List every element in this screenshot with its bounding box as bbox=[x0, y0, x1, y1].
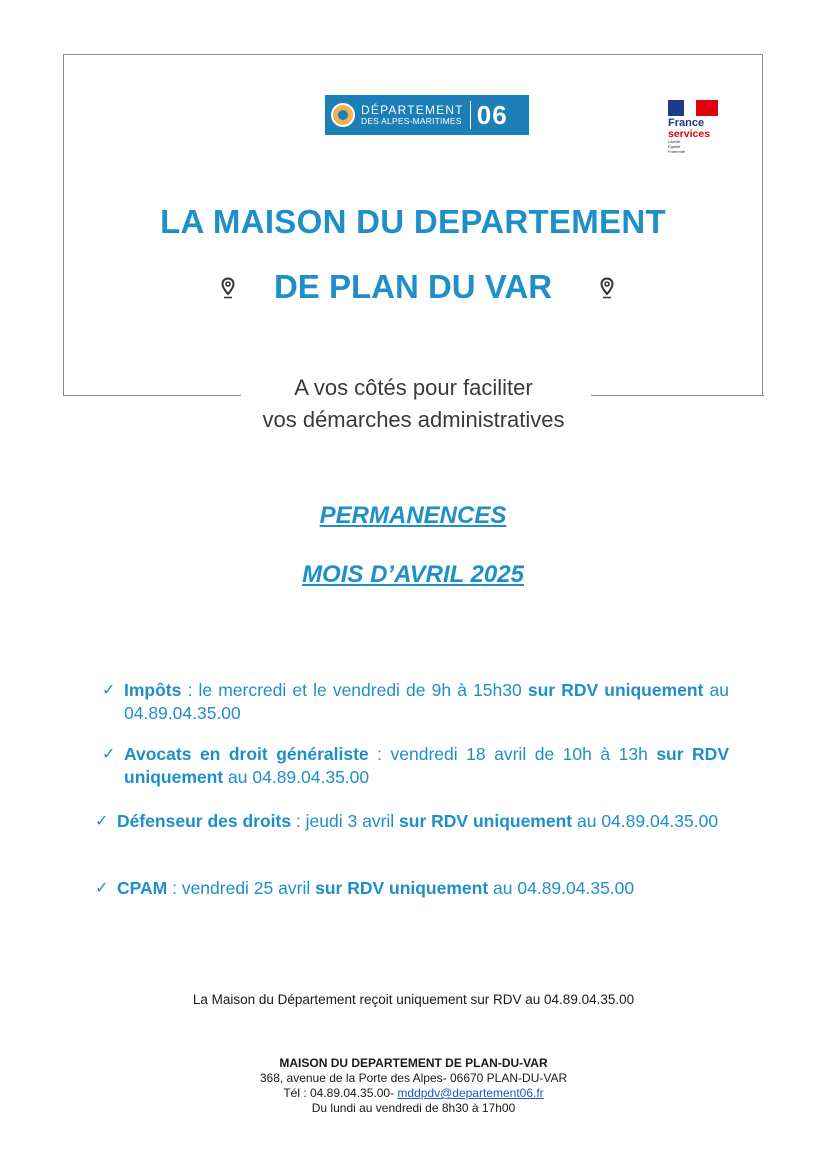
departement-logo-separator bbox=[470, 101, 471, 129]
footer-name: MAISON DU DEPARTEMENT DE PLAN-DU-VAR bbox=[279, 1056, 548, 1070]
footer-hours: Du lundi au vendredi de 8h30 à 17h00 bbox=[311, 1101, 516, 1115]
service-name: Avocats en droit généraliste bbox=[124, 744, 369, 764]
location-pin-icon bbox=[221, 277, 235, 299]
service-rdv: sur RDV uniquement bbox=[399, 811, 573, 831]
footer bbox=[0, 1056, 827, 1116]
footer-address: 368, avenue de la Porte des Alpes- 06670 PLAN-DU-VAR bbox=[259, 1071, 568, 1085]
service-rdv: sur RDV uniquement bbox=[124, 744, 729, 787]
footer-contact bbox=[0, 1086, 827, 1101]
service-phone: au 04.89.04.35.00 bbox=[124, 680, 729, 723]
checkmark-icon: ✓ bbox=[102, 746, 116, 763]
service-item-cpam bbox=[95, 877, 729, 900]
service-phone: au 04.89.04.35.00 bbox=[488, 878, 635, 898]
location-pin-icon bbox=[600, 277, 614, 299]
france-services-line1: France bbox=[668, 117, 705, 129]
permanences-heading: PERMANENCES bbox=[319, 502, 507, 529]
footer-phone: Tél : 04.89.04.35.00- bbox=[283, 1086, 398, 1100]
service-detail: : jeudi 3 avril bbox=[291, 811, 400, 831]
tagline-line2: vos démarches administratives bbox=[262, 407, 565, 432]
french-flag-icon bbox=[668, 100, 718, 116]
service-name: Impôts bbox=[124, 680, 182, 700]
france-services-motto: Liberté Égalité Fraternité bbox=[668, 139, 686, 154]
departement-logo-number: 06 bbox=[476, 99, 508, 130]
service-name: Défenseur des droits bbox=[117, 811, 292, 831]
service-item-avocats bbox=[102, 743, 729, 789]
tagline-line1: A vos côtés pour faciliter bbox=[294, 375, 533, 400]
service-item-impots bbox=[102, 679, 729, 725]
departement-logo-line2: DES ALPES-MARITIMES bbox=[361, 115, 462, 126]
checkmark-icon: ✓ bbox=[95, 880, 109, 897]
service-rdv: sur RDV uniquement bbox=[315, 878, 489, 898]
page-title-line1: LA MAISON DU DEPARTEMENT bbox=[160, 203, 666, 240]
departement-06-logo bbox=[325, 95, 529, 135]
service-detail: : vendredi 25 avril bbox=[167, 878, 316, 898]
checkmark-icon: ✓ bbox=[102, 682, 116, 699]
departement-logo-line1: DÉPARTEMENT bbox=[361, 103, 464, 118]
checkmark-icon: ✓ bbox=[95, 813, 109, 830]
departement-emblem-icon bbox=[331, 103, 355, 127]
france-services-line2: services bbox=[668, 128, 711, 140]
service-detail: : vendredi 18 avril de 10h à 13h bbox=[368, 744, 657, 764]
service-rdv: sur RDV uniquement bbox=[527, 680, 704, 700]
tagline bbox=[200, 372, 627, 436]
service-phone: au 04.89.04.35.00 bbox=[572, 811, 719, 831]
service-name: CPAM bbox=[117, 878, 168, 898]
france-services-logo bbox=[668, 100, 728, 160]
month-heading: MOIS D’AVRIL 2025 bbox=[302, 561, 524, 588]
footer-email-link[interactable]: mddpdv@departement06.fr bbox=[397, 1086, 544, 1100]
service-detail: : le mercredi et le vendredi de 9h à 15h30 bbox=[181, 680, 528, 700]
page-title-line2: DE PLAN DU VAR bbox=[273, 268, 553, 305]
service-item-defenseur bbox=[95, 810, 729, 833]
appointment-notice: La Maison du Département reçoit uniquement sur RDV au 04.89.04.35.00 bbox=[192, 992, 635, 1007]
service-phone: au 04.89.04.35.00 bbox=[223, 767, 370, 787]
